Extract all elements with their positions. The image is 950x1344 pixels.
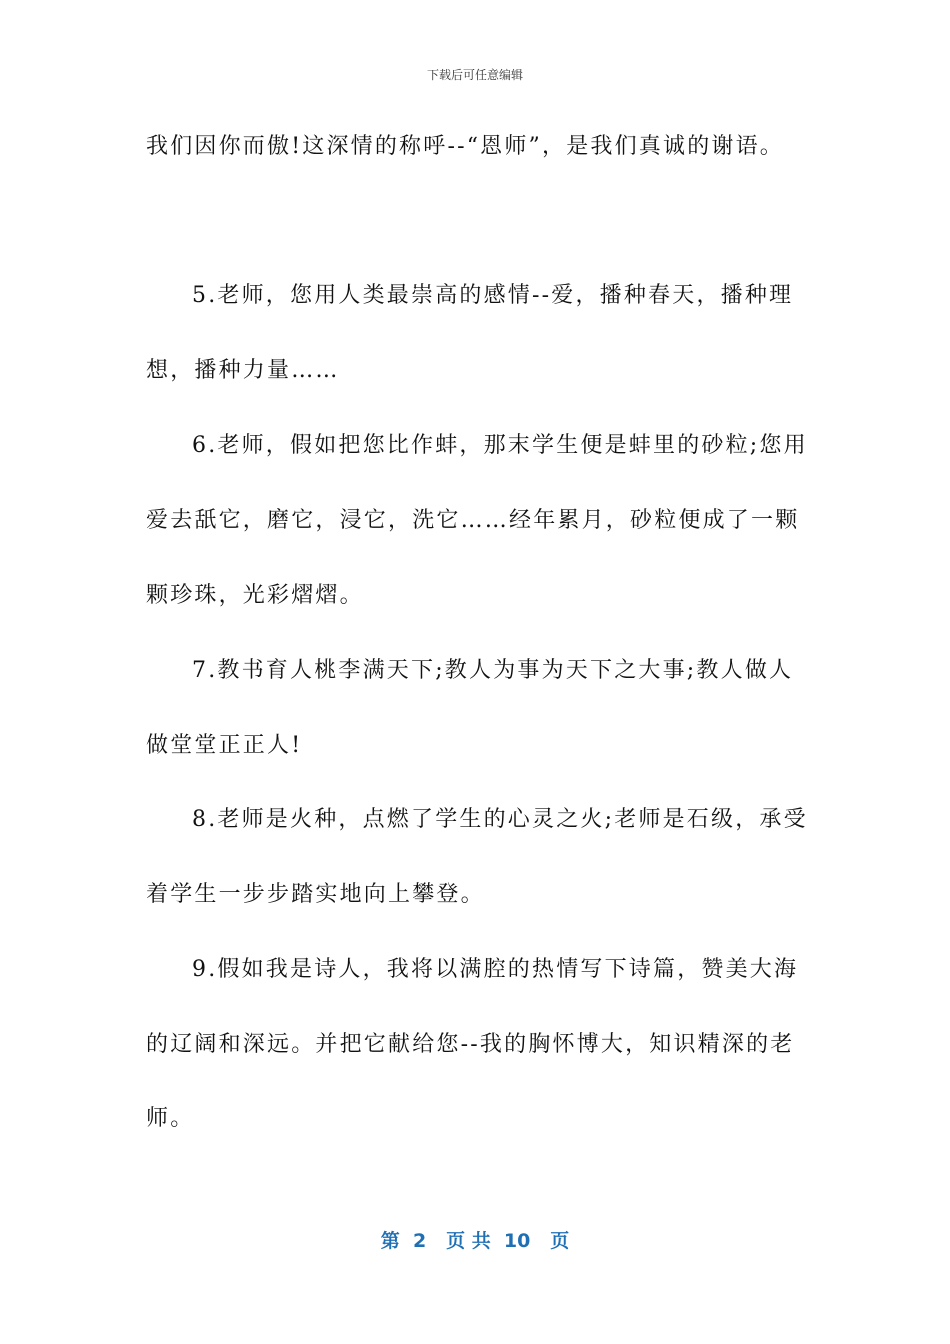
text-line: 5.老师，您用人类最崇高的感情--爱，播种春天，播种理 — [192, 283, 794, 308]
text-line: 着学生一步步踏实地向上攀登。 — [146, 882, 485, 907]
text-line: 想，播种力量…… — [146, 358, 340, 383]
text-line: 爱去舐它，磨它，浸它，洗它……经年累月，砂粒便成了一颗 — [146, 508, 800, 533]
text-line: 6.老师，假如把您比作蚌，那末学生便是蚌里的砂粒;您用 — [192, 433, 808, 458]
text-line: 9.假如我是诗人，我将以满腔的热情写下诗篇，赞美大海 — [192, 957, 799, 982]
page-header-note: 下载后可任意编辑 — [426, 68, 523, 82]
text-line: 颗珍珠，光彩熠熠。 — [146, 583, 364, 608]
text-line: 做堂堂正正人! — [146, 733, 303, 758]
text-line: 师。 — [146, 1106, 195, 1131]
text-line: 8.老师是火种，点燃了学生的心灵之火;老师是石级，承受 — [192, 807, 808, 832]
text-line: 的辽阔和深远。并把它献给您--我的胸怀博大，知识精深的老 — [146, 1032, 795, 1057]
page-number-footer: 第 2 页 共 10 页 — [380, 1230, 570, 1252]
text-line: 我们因你而傲!这深情的称呼--“恩师”，是我们真诚的谢语。 — [146, 134, 785, 159]
text-line: 7.教书育人桃李满天下;教人为事为天下之大事;教人做人 — [192, 658, 794, 683]
